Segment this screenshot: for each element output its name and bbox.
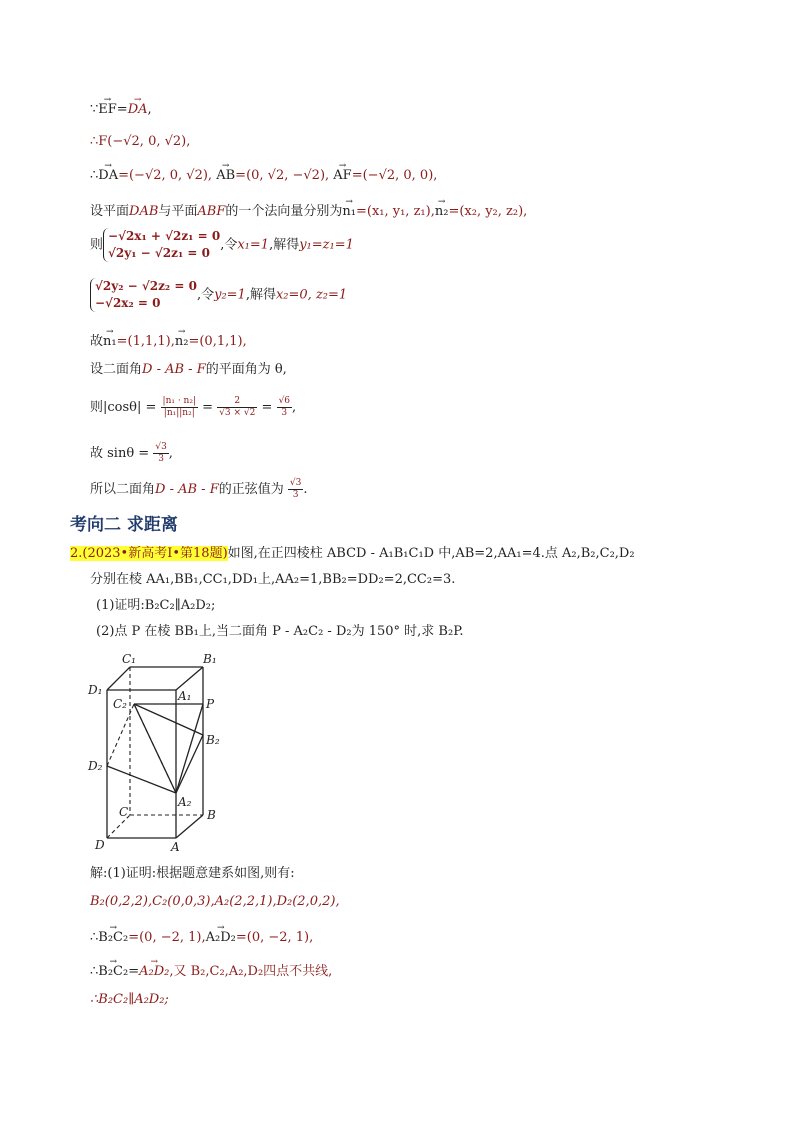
solution-line-8: 设二面角D - AB - F的平面角为 θ, <box>90 362 287 377</box>
label-p: P <box>206 697 215 711</box>
solution-line-10: 故 sinθ = $\frac{√3}{3}$ , <box>90 442 173 464</box>
equation-system-2: √2y₂ − √2z₂ = 0 −√2x₂ = 0 <box>90 278 197 312</box>
fraction-answer: $\frac{√3}{3}$ <box>289 478 302 500</box>
question-2: (2)点 P 在棱 BB₁上,当二面角 P - A₂C₂ - D₂为 150° 时,求 B₂P. <box>96 624 464 639</box>
problem-number: 2. <box>70 546 83 561</box>
vector-ab: → AB <box>216 168 235 184</box>
fraction-cos-3: $\frac{√6}{3}$ <box>278 396 291 418</box>
label-a: A <box>171 840 180 852</box>
section-heading: 考向二 求距离 <box>70 515 178 535</box>
vector-da: → DA <box>128 102 148 118</box>
label-c1: C₁ <box>122 652 136 666</box>
solution-line-3: ∴→ DA=(−√2, 0, √2), → AB=(0, √2, −√2), → AF=(−√2, 0, 0), <box>90 168 437 184</box>
label-b2: B₂ <box>206 733 220 747</box>
vector-n2: → n₂ <box>435 204 449 220</box>
vector-a2d2: → A₂D₂ <box>206 930 236 946</box>
solution-line-11: 所以二面角D - AB - F的正弦值为 $\frac{√3}{3}$ . <box>90 478 308 500</box>
solution-2-line-5: ∴B₂C₂∥A₂D₂; <box>90 992 169 1007</box>
label-b1: B₁ <box>203 652 217 666</box>
problem-source-tag: (2023•新高考Ⅰ•第18题) <box>82 546 228 561</box>
solution-2-line-4: ∴→ B₂C₂=→ A₂D₂,又 B₂,C₂,A₂,D₂四点不共线, <box>90 964 332 980</box>
vector-b2c2-eq: → B₂C₂ <box>98 964 128 980</box>
label-c: C <box>119 805 129 819</box>
prism-figure <box>85 652 235 852</box>
vector-a2d2-eq: → A₂D₂ <box>139 964 169 980</box>
label-b: B <box>207 808 216 822</box>
solution-line-6: √2y₂ − √2z₂ = 0 −√2x₂ = 0,令y₂=1,解得x₂=0, z₂=1 <box>90 278 347 312</box>
solution-line-4: 设平面DAB与平面ABF的一个法向量分别为→ n₁=(x₁, y₁, z₁),→ n₂=(x₂, y₂, z₂), <box>90 204 527 220</box>
vector-da-2: → DA <box>98 168 118 184</box>
solution-line-5: 则−√2x₁ + √2z₁ = 0 √2y₁ − √2z₁ = 0,令x₁=1,解得y₁=z₁=1 <box>90 229 354 260</box>
problem-line-1: 2.(2023•新高考Ⅰ•第18题)如图,在正四棱柱 ABCD - A₁B₁C₁D 中,AB=2,AA₁=4.点 A₂,B₂,C₂,D₂ <box>70 546 635 561</box>
solution-2-line-1: 解:(1)证明:根据题意建系如图,则有: <box>90 866 295 881</box>
solution-2-line-3: ∴→ B₂C₂=(0, −2, 1),→ A₂D₂=(0, −2, 1), <box>90 930 313 946</box>
vector-n2-result: → n₂ <box>175 334 189 350</box>
solution-line-2: ∴F(−√2, 0, √2), <box>90 134 191 149</box>
solution-line-7: 故→ n₁=(1,1,1),→ n₂=(0,1,1), <box>90 334 247 350</box>
label-a1: A₁ <box>178 689 192 703</box>
vector-b2c2: → B₂C₂ <box>98 930 128 946</box>
fraction-sin: $\frac{√3}{3}$ <box>155 442 167 464</box>
question-1: (1)证明:B₂C₂∥A₂D₂; <box>96 598 216 613</box>
label-d2: D₂ <box>88 759 103 773</box>
equation-system-1: −√2x₁ + √2z₁ = 0 √2y₁ − √2z₁ = 0 <box>103 228 220 262</box>
label-a2: A₂ <box>178 795 192 809</box>
vector-n1-result: → n₁ <box>103 334 117 350</box>
problem-line-2: 分别在棱 AA₁,BB₁,CC₁,DD₁上,AA₂=1,BB₂=DD₂=2,CC₂=3. <box>90 572 456 587</box>
vector-n1: → n₁ <box>342 204 356 220</box>
solution-2-line-2: B₂(0,2,2),C₂(0,0,3),A₂(2,2,1),D₂(2,0,2), <box>90 894 340 909</box>
vector-af: → AF <box>333 168 351 184</box>
vector-ef: → EF <box>98 102 117 118</box>
fraction-cos-1: $\frac{\text{|n₁ · n₂|}}{\text{|n₁||n₂|}}$ <box>162 396 196 418</box>
solution-line-9: 则|cosθ| = $\frac{\text{|n₁ · n₂|}}{\text{|n₁||n₂|}}$ = $\frac{2}{√3 \times √2}$ = $\frac{√6}{3}$ , <box>90 396 297 418</box>
label-d1: D₁ <box>88 683 103 697</box>
fraction-cos-2: $\frac{2}{√3 \times √2}$ <box>219 396 256 418</box>
label-d: D <box>95 838 105 852</box>
label-c2: C₂ <box>113 697 127 711</box>
solution-line-1: ∵→ EF=→ DA, <box>90 102 152 118</box>
